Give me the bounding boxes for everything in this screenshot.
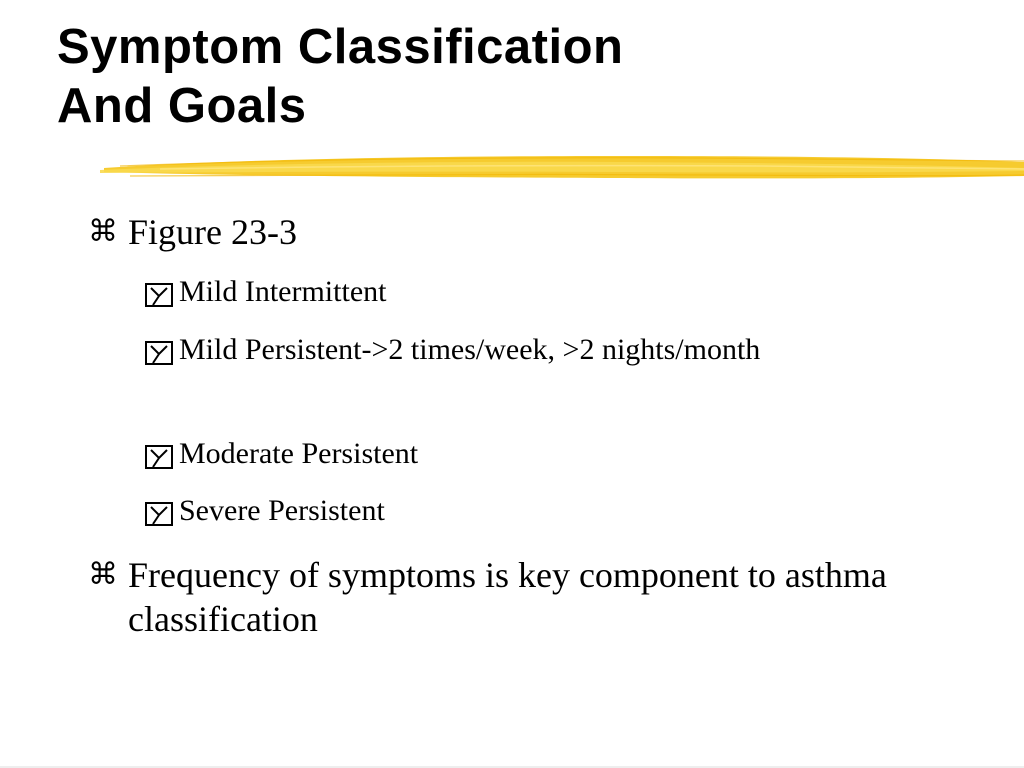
- checkbox-y-icon: [143, 339, 175, 367]
- checkbox-y-icon: [143, 281, 175, 309]
- bullet-text: Frequency of symptoms is key component to asthma classification: [128, 555, 887, 639]
- command-key-icon: ⌘: [88, 557, 118, 592]
- sub-bullet-text: Severe Persistent: [179, 494, 385, 527]
- bullet-frequency-of-symptoms: [88, 553, 918, 641]
- sub-bullet-moderate-persistent: [143, 436, 783, 472]
- sub-bullet-text: Mild Persistent->2 times/week, >2 nights/month: [179, 333, 761, 366]
- sub-bullet-text: Mild Intermittent: [179, 275, 387, 308]
- sub-bullet-mild-persistent: [143, 332, 763, 368]
- slide-title-line-2: And Goals: [57, 78, 307, 133]
- checkbox-y-icon: [143, 500, 175, 528]
- bullet-text: Figure 23-3: [128, 212, 297, 252]
- command-key-icon: ⌘: [88, 214, 118, 249]
- sub-bullet-mild-intermittent: [143, 274, 783, 310]
- sub-bullet-severe-persistent: [143, 493, 783, 529]
- sub-bullet-text: Moderate Persistent: [179, 437, 419, 470]
- checkbox-y-icon: [143, 443, 175, 471]
- bullet-figure-23-3: [88, 210, 928, 254]
- slide-title-line-1: Symptom Classification: [57, 20, 624, 74]
